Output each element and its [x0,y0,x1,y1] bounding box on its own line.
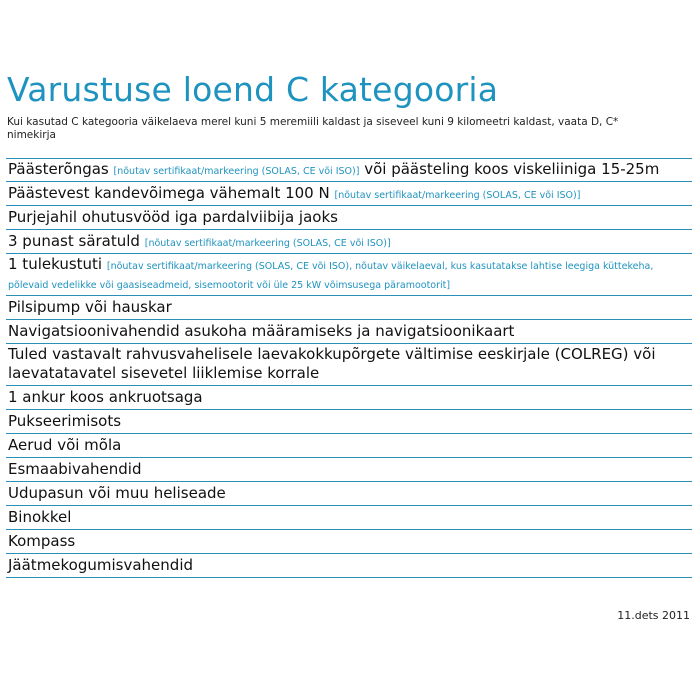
list-item [6,482,692,506]
item-text: 1 tulekustuti [8,255,103,273]
item-text: Navigatsioonivahendid asukoha määramiseks ja navigatsioonikaart [8,322,515,340]
list-item [6,410,692,434]
list-item [6,320,692,344]
equipment-list [6,158,692,578]
list-item [6,506,692,530]
item-text: Purjejahil ohutusvööd iga pardalviibija jaoks [8,208,338,226]
item-text: Udupasun või muu heliseade [8,484,226,502]
item-text: Päästerõngas [8,160,109,178]
list-item [6,434,692,458]
list-item [6,296,692,320]
list-item [6,182,692,206]
item-note: [nõutav sertifikaat/markeering (SOLAS, CE või ISO)] [113,166,360,177]
item-note: [nõutav sertifikaat/markeering (SOLAS, CE või ISO)] [334,190,581,201]
item-text: 1 ankur koos ankruotsaga [8,388,203,406]
item-note: [nõutav sertifikaat/markeering (SOLAS, CE või ISO), nõutav väikelaeval, kus kasutatakse lahtise leegiga küttekeha, põlevaid vedelikke või gaasiseadmeid, sisemootorit või üle 25 kW võimsusega päramootorit] [8,261,654,291]
item-text: Pilsipump või hauskar [8,298,172,316]
item-text-continued: või päästeling koos viskeliiniga 15-25m [359,160,660,178]
item-text: Binokkel [8,508,72,526]
item-text: Tuled vastavalt rahvusvahelisele laevakokkupõrgete vältimise eeskirjale (COLREG) või laevatatavatel sisevetel liiklemise korrale [8,345,656,382]
list-item [6,159,692,182]
list-item [6,386,692,410]
list-item [6,230,692,254]
item-text: Esmaabivahendid [8,460,142,478]
document-date: 11.dets 2011 [617,609,690,622]
list-item [6,554,692,578]
item-text: Jäätmekogumisvahendid [8,556,194,574]
item-text: Päästevest kandevõimega vähemalt 100 N [8,184,330,202]
item-text: 3 punast säratuld [8,232,140,250]
item-text: Kompass [8,532,76,550]
item-note: [nõutav sertifikaat/markeering (SOLAS, CE või ISO)] [144,238,391,249]
item-text: Pukseerimisots [8,412,122,430]
page-subtitle: Kui kasutad C kategooria väikelaeva merel kuni 5 meremiili kaldast ja siseveel kuni 9 kilomeetri kaldast, vaata D, C* nimekirja [7,116,619,141]
item-text: Aerud või mõla [8,436,122,454]
page-title: Varustuse loend C kategooria [7,70,499,109]
list-item [6,254,692,296]
list-item [6,344,692,386]
list-item [6,530,692,554]
list-item [6,206,692,230]
list-item [6,458,692,482]
